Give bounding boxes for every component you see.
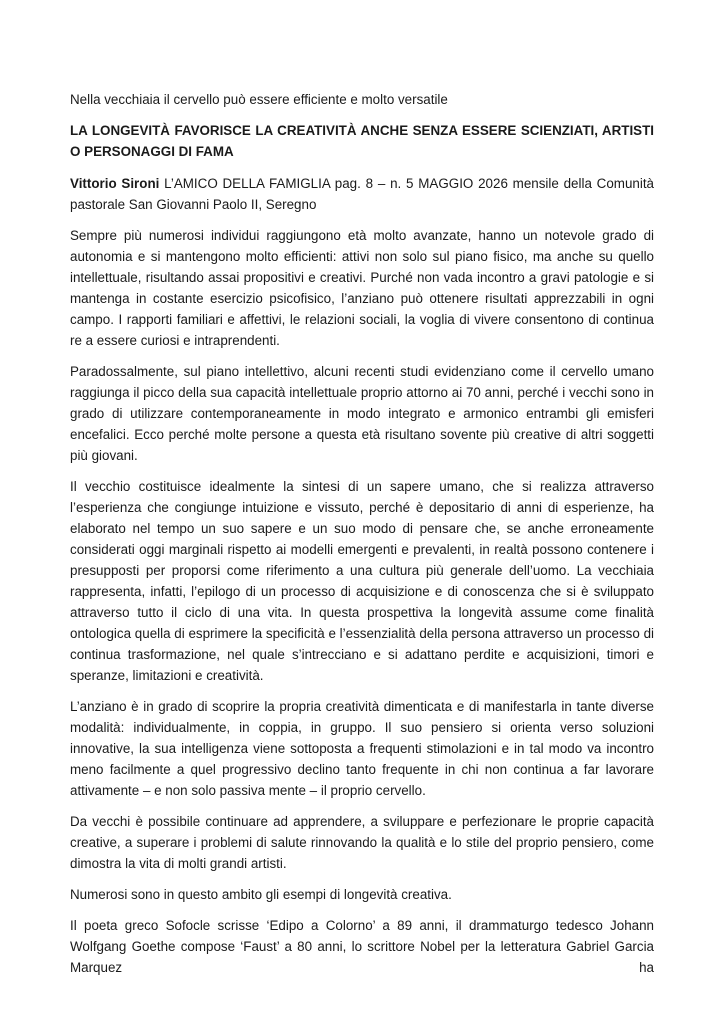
article-byline	[70, 173, 654, 215]
paragraph-7: Il poeta greco Sofocle scrisse ‘Edipo a Colorno’ a 89 anni, il drammaturgo tedesco Johann Wolfgang Goethe compose ‘Faust’ a 80 anni, lo scrittore Nobel per la letteratura Gabriel Garcia Marquez ha	[70, 918, 654, 975]
article-author: Vittorio Sironi	[70, 176, 160, 191]
paragraph-3: Il vecchio costituisce idealmente la sintesi di un sapere umano, che si realizza attraverso l’esperienza che congiunge intuizione e vissuto, perché è depositario di anni di esperienze, ha elaborato nel tempo un suo sapere e un suo modo di pensare che, se anche erroneamente considerati oggi marginali rispetto ai modelli emergenti e prevalenti, in realtà possono contenere i presupposti per proporsi come riferimento a una cultura più generale dell’uomo. La vecchiaia rappresenta, infatti, l’epilogo di un processo di acquisizione e di conoscenza che si è sviluppato attraverso tutto il ciclo di una vita. In questa prospettiva la longevità assume come finalità ontologica quella di esprimere la specificità e l’essenzialità della persona attraverso un processo di continua trasformazione, nel quale s’intrecciano e si adattano perdite e acquisizioni, timori e speranze, limitazioni e creatività.	[70, 479, 654, 683]
paragraph-4: L’anziano è in grado di scoprire la propria creatività dimenticata e di manifestarla in tante diverse modalità: individualmente, in coppia, in gruppo. Il suo pensiero si orienta verso soluzioni innovative, la sua intelligenza viene sottoposta a frequenti stimolazioni e in tal modo va incontro meno facilmente a quel progressivo declino tanto frequente in chi non continua a far lavorare attivamente – e non solo passiva mente – il proprio cervello.	[70, 699, 654, 798]
paragraph-5: Da vecchi è possibile continuare ad apprendere, a sviluppare e perfezionare le proprie capacità creative, a superare i problemi di salute rinnovando la qualità e lo stile del proprio pensiero, come dimostra la vita di molti grandi artisti.	[70, 814, 654, 871]
paragraph-2: Paradossalmente, sul piano intellettivo, alcuni recenti studi evidenziano come il cervello umano raggiunga il picco della sua capacità intellettuale proprio attorno ai 70 anni, perché i vecchi sono in grado di utilizzare contemporaneamente in modo integrato e armonico entrambi gli emisferi encefalici. Ecco perché molte persone a questa età risultano sovente più creative di altri soggetti più giovani.	[70, 364, 654, 463]
article-subtitle: Nella vecchiaia il cervello può essere efficiente e molto versatile	[70, 92, 448, 107]
paragraph-6: Numerosi sono in questo ambito gli esempi di longevità creativa.	[70, 887, 452, 902]
article-headline: LA LONGEVITÀ FAVORISCE LA CREATIVITÀ ANCHE SENZA ESSERE SCIENZIATI, ARTISTI O PERSONAGGI DI FAMA	[70, 123, 654, 159]
article-source: L’AMICO DELLA FAMIGLIA pag. 8 – n. 5 MAGGIO 2026 mensile della Comunità pastorale San Giovanni Paolo II, Seregno	[70, 176, 654, 212]
paragraph-1: Sempre più numerosi individui raggiungono età molto avanzate, hanno un notevole grado di autonomia e si mantengono molto efficienti: attivi non solo sul piano fisico, ma anche su quello intellettuale, risultando assai propositivi e creativi. Purché non vada incontro a gravi patologie e si mantenga in costante esercizio psicofisico, l’anziano può ottenere risultati apprezzabili in ogni campo. I rapporti familiari e affettivi, le relazioni sociali, la voglia di vivere consentono di continua re a essere curiosi e intraprendenti.	[70, 228, 654, 348]
